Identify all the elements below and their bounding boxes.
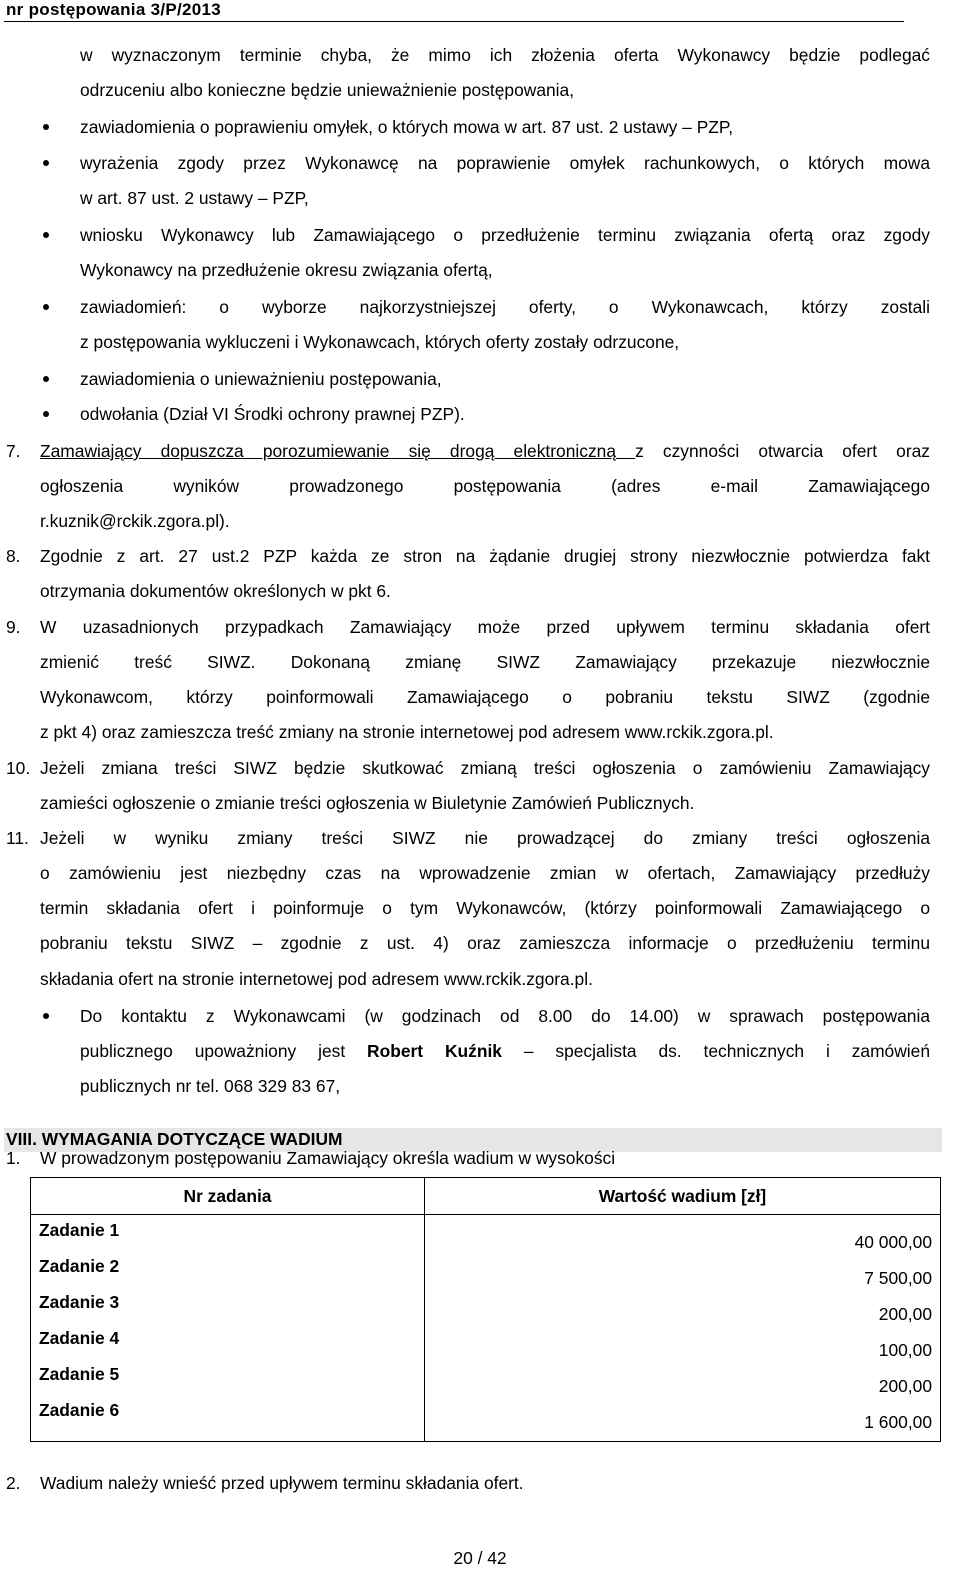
header-divider — [4, 21, 904, 22]
item-number: 10. — [6, 758, 31, 778]
item-11-line: termin składania ofert i poinformuje o tym Wykonawców, (którzy poinformowali Zamawiającego o — [40, 898, 930, 918]
bullet-item-continuation: z postępowania wykluczeni i Wykonawcach, których oferty zostały odrzucone, — [80, 332, 680, 352]
item-number: 2. — [6, 1473, 21, 1493]
table-header-row — [31, 1178, 941, 1215]
contact-line: publicznych nr tel. 068 329 83 67, — [80, 1076, 341, 1096]
bullet-item: zawiadomienia o poprawieniu omyłek, o których mowa w art. 87 ust. 2 ustawy – PZP, — [80, 117, 734, 137]
bullet-item: zawiadomienia o unieważnieniu postępowania, — [80, 369, 442, 389]
wadium-amount: 7 500,00 — [864, 1268, 932, 1288]
task-name: Zadanie 5 — [39, 1364, 120, 1384]
item-7-line: ogłoszenia wyników prowadzonego postępowania (adres e-mail Zamawiającego — [40, 476, 930, 496]
item-7-line — [40, 440, 930, 462]
task-name: Zadanie 2 — [39, 1256, 120, 1276]
item-7-line-rest: z czynności otwarcia ofert oraz — [635, 441, 930, 461]
item-11-line: o zamówieniu jest niezbędny czas na wprowadzenie zmian w ofertach, Zamawiający przedłuży — [40, 863, 930, 883]
item-number: 9. — [6, 617, 21, 637]
item-11-line: składania ofert na stronie internetowej pod adresem www.rckik.zgora.pl. — [40, 969, 593, 989]
wadium-amount: 40 000,00 — [854, 1232, 932, 1252]
bullet-icon — [43, 411, 49, 417]
paragraph-line: w wyznaczonym terminie chyba, że mimo ich złożenia oferta Wykonawcy będzie podlegać — [80, 45, 930, 65]
item-10-line: zamieści ogłoszenie o zmianie treści ogłoszenia w Biuletynie Zamówień Publicznych. — [40, 793, 695, 813]
wadium-amount: 100,00 — [878, 1340, 932, 1360]
item-7-line: r.kuznik@rckik.zgora.pl). — [40, 511, 230, 531]
bullet-icon — [43, 160, 49, 166]
contact-person: Robert Kuźnik — [367, 1041, 502, 1061]
bullet-item: zawiadomień: o wyborze najkorzystniejszej oferty, o Wykonawcach, którzy zostali — [80, 297, 930, 317]
bullet-icon — [43, 376, 49, 382]
item-9-line: W uzasadnionych przypadkach Zamawiający może przed upływem terminu składania ofert — [40, 617, 930, 637]
contact-line: Do kontaktu z Wykonawcami (w godzinach od 8.00 do 14.00) w sprawach postępowania — [80, 1006, 930, 1026]
item-number: 11. — [6, 828, 29, 848]
task-name: Zadanie 6 — [39, 1400, 120, 1420]
table-header-cell: Nr zadania — [31, 1178, 425, 1215]
wadium-amount: 200,00 — [878, 1376, 932, 1396]
item-8-line: otrzymania dokumentów określonych w pkt 6. — [40, 581, 391, 601]
contact-text: publicznego upoważniony jest — [80, 1041, 368, 1061]
item-9-line: z pkt 4) oraz zamieszcza treść zmiany na stronie internetowej pod adresem www.rckik.zgora.pl. — [40, 722, 774, 742]
bullet-icon — [43, 1013, 49, 1019]
bullet-item-continuation: Wykonawcy na przedłużenie okresu związania ofertą, — [80, 260, 493, 280]
contact-text: – specjalista ds. technicznych i zamówień — [501, 1041, 930, 1061]
bullet-item: wyrażenia zgody przez Wykonawcę na poprawienie omyłek rachunkowych, o których mowa — [80, 153, 930, 173]
wadium-table — [30, 1177, 941, 1442]
item-11-line: pobraniu tekstu SIWZ – zgodnie z ust. 4) oraz zamieszcza informacje o przedłużeniu terminu — [40, 933, 930, 953]
bullet-item: wniosku Wykonawcy lub Zamawiającego o przedłużenie terminu związania ofertą oraz zgody — [80, 225, 930, 245]
item-9-line: Wykonawcom, którzy poinformowali Zamawiającego o pobraniu tekstu SIWZ (zgodnie — [40, 687, 930, 707]
item-8-line: Zgodnie z art. 27 ust.2 PZP każda ze stron na żądanie drugiej strony niezwłocznie potwierdza fakt — [40, 546, 930, 566]
task-column — [31, 1215, 425, 1442]
section-heading: VIII. WYMAGANIA DOTYCZĄCE WADIUM — [6, 1129, 343, 1149]
paragraph-line: Wadium należy wnieść przed upływem terminu składania ofert. — [40, 1473, 524, 1493]
table-header-cell: Wartość wadium [zł] — [425, 1178, 941, 1215]
wadium-amount: 200,00 — [878, 1304, 932, 1324]
bullet-item-continuation: w art. 87 ust. 2 ustawy – PZP, — [80, 188, 309, 208]
item-11-line: Jeżeli w wyniku zmiany treści SIWZ nie prowadzącej do zmiany treści ogłoszenia — [40, 828, 930, 848]
wadium-amount: 1 600,00 — [864, 1412, 932, 1432]
task-name: Zadanie 3 — [39, 1292, 120, 1312]
task-name: Zadanie 1 — [39, 1220, 120, 1240]
task-name: Zadanie 4 — [39, 1328, 120, 1348]
underlined-text: Zamawiający dopuszcza porozumiewanie się drogą elektroniczną — [40, 441, 636, 461]
bullet-icon — [43, 124, 49, 130]
paragraph-line: W prowadzonym postępowaniu Zamawiający określa wadium w wysokości — [40, 1148, 616, 1168]
item-number: 7. — [6, 441, 21, 461]
item-number: 8. — [6, 546, 21, 566]
table-row — [31, 1215, 941, 1442]
bullet-icon — [43, 304, 49, 310]
item-number: 1. — [6, 1148, 21, 1168]
document-header: nr postępowania 3/P/2013 — [6, 0, 222, 19]
contact-line — [80, 1040, 930, 1062]
bullet-item: odwołania (Dział VI Środki ochrony prawnej PZP). — [80, 404, 465, 424]
bullet-icon — [43, 232, 49, 238]
page-number: 20 / 42 — [453, 1548, 507, 1568]
paragraph-line: odrzuceniu albo konieczne będzie unieważnienie postępowania, — [80, 80, 575, 100]
item-9-line: zmienić treść SIWZ. Dokonaną zmianę SIWZ Zamawiający przekazuje niezwłocznie — [40, 652, 930, 672]
item-10-line: Jeżeli zmiana treści SIWZ będzie skutkować zmianą treści ogłoszenia o zamówieniu Zamawiający — [40, 758, 930, 778]
amount-column — [425, 1215, 941, 1442]
